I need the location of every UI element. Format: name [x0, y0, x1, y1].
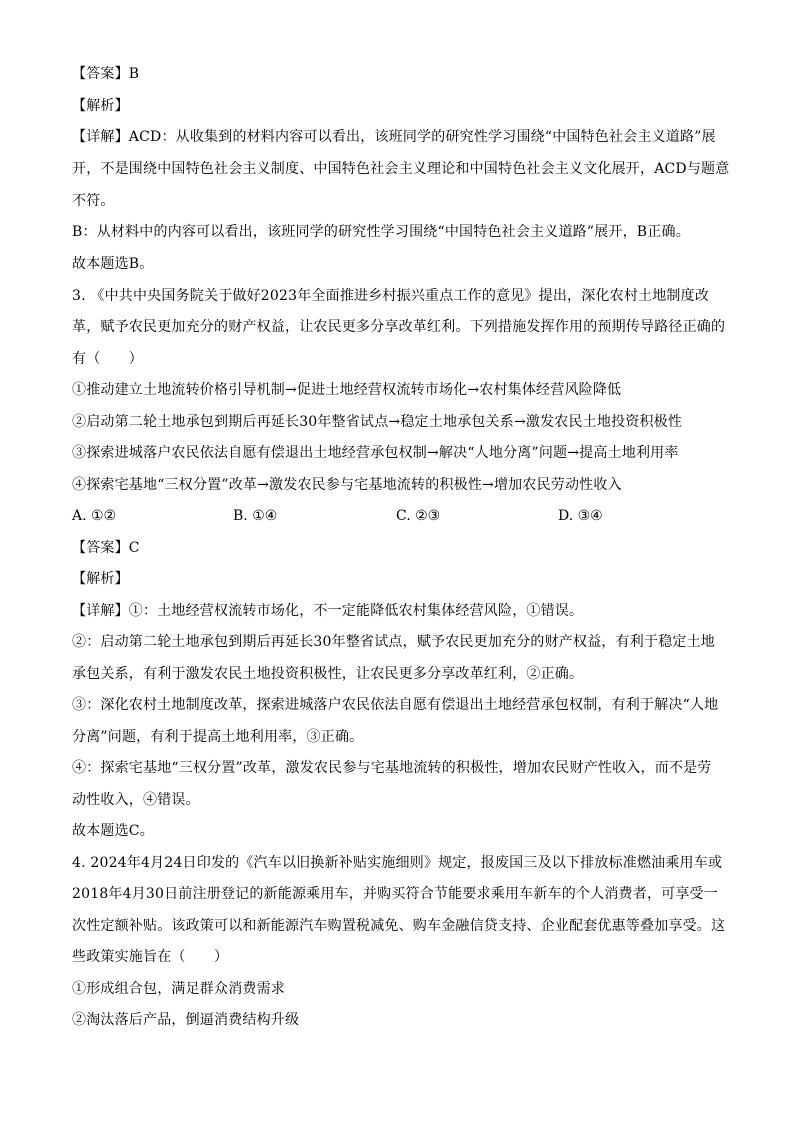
q3-detail-line: 分离”问题，有利于提高土地利用率，③正确。: [72, 729, 364, 745]
q3-item: ③探索进城落户农民依法自愿有偿退出土地经营承包权制→解决“人地分离”问题→提高土地利用率: [72, 445, 679, 461]
q3-answer: 【答案】C: [72, 540, 140, 556]
q2-analysis-heading: 【解析】: [72, 98, 129, 114]
q4-stem-line: 2018年4月30日前注册登记的新能源乘用车，并购买符合节能要求乘用车新车的个人消费者，可享受一: [72, 886, 718, 902]
q3-item: ②启动第二轮土地承包到期后再延长30年整省试点→稳定土地承包关系→激发农民土地投资积极性: [72, 414, 683, 430]
q4-item: ②淘汰落后产品，倒逼消费结构升级: [72, 1012, 300, 1028]
q3-detail-line: 承包关系，有利于激发农民土地投资积极性，让农民更多分享改革红利，②正确。: [72, 666, 584, 682]
q3-detail-line: ③：深化农村土地制度改革，探索进城落户农民依法自愿有偿退出土地经营承包权制，有利于解决“人地: [72, 697, 719, 713]
q3-option-d: D. ③④: [558, 508, 603, 524]
q3-item: ④探索宅基地“三权分置”改革→激发农民参与宅基地流转的积极性→增加农民劳动性收入: [72, 477, 622, 493]
q2-detail-line: 【详解】ACD：从收集到的材料内容可以看出，该班同学的研究性学习围绕“中国特色社会主义道路”展: [72, 129, 716, 145]
q3-conclusion: 故本题选C。: [72, 823, 154, 839]
q4-item: ①形成组合包，满足群众消费需求: [72, 981, 285, 997]
q3-stem-line: 3. 《中共中央国务院关于做好2023年全面推进乡村振兴重点工作的意见》提出，深化农村土地制度改: [72, 288, 710, 304]
q3-option-a: A. ①②: [72, 508, 117, 524]
q3-detail-line: ②：启动第二轮土地承包到期后再延长30年整省试点，赋予农民更加充分的财产权益，有利于稳定土地: [72, 634, 716, 650]
q3-detail-line: 动性收入，④错误。: [72, 792, 200, 808]
q4-stem-line: 4. 2024年4月24日印发的《汽车以旧换新补贴实施细则》规定，报废国三及以下排放标准燃油乘用车或: [72, 855, 723, 871]
q3-stem-line: 有（ ）: [72, 351, 143, 367]
q2-detail-line: 不符。: [72, 193, 115, 209]
q3-detail-line: ④：探索宅基地“三权分置”改革，激发农民参与宅基地流转的积极性，增加农民财产性收入，而不是劳: [72, 760, 712, 776]
q2-detail-line: B：从材料中的内容可以看出，该班同学的研究性学习围绕“中国特色社会主义道路”展开，B正确。: [72, 224, 690, 240]
q3-stem-line: 革，赋予农民更加充分的财产权益，让农民更多分享改革红利。下列措施发挥作用的预期传导路径正确的: [72, 319, 726, 335]
q2-detail-line: 开，不是围绕中国特色社会主义制度、中国特色社会主义理论和中国特色社会主义文化展开，ACD与题意: [72, 161, 730, 177]
q3-analysis-heading: 【解析】: [72, 571, 129, 587]
q2-conclusion: 故本题选B。: [72, 256, 154, 272]
q3-detail-line: 【详解】①：土地经营权流转市场化，不一定能降低农村集体经营风险，①错误。: [72, 603, 584, 619]
q2-answer: 【答案】B: [72, 66, 140, 82]
q3-item: ①推动建立土地流转价格引导机制→促进土地经营权流转市场化→农村集体经营风险降低: [72, 382, 622, 398]
q4-stem-line: 些政策实施旨在（ ）: [72, 949, 229, 965]
q3-option-c: C. ②③: [396, 508, 441, 524]
q3-option-b: B. ①④: [233, 508, 278, 524]
q4-stem-line: 次性定额补贴。该政策可以和新能源汽车购置税减免、购车金融信贷支持、企业配套优惠等叠加享受。这: [72, 918, 726, 934]
